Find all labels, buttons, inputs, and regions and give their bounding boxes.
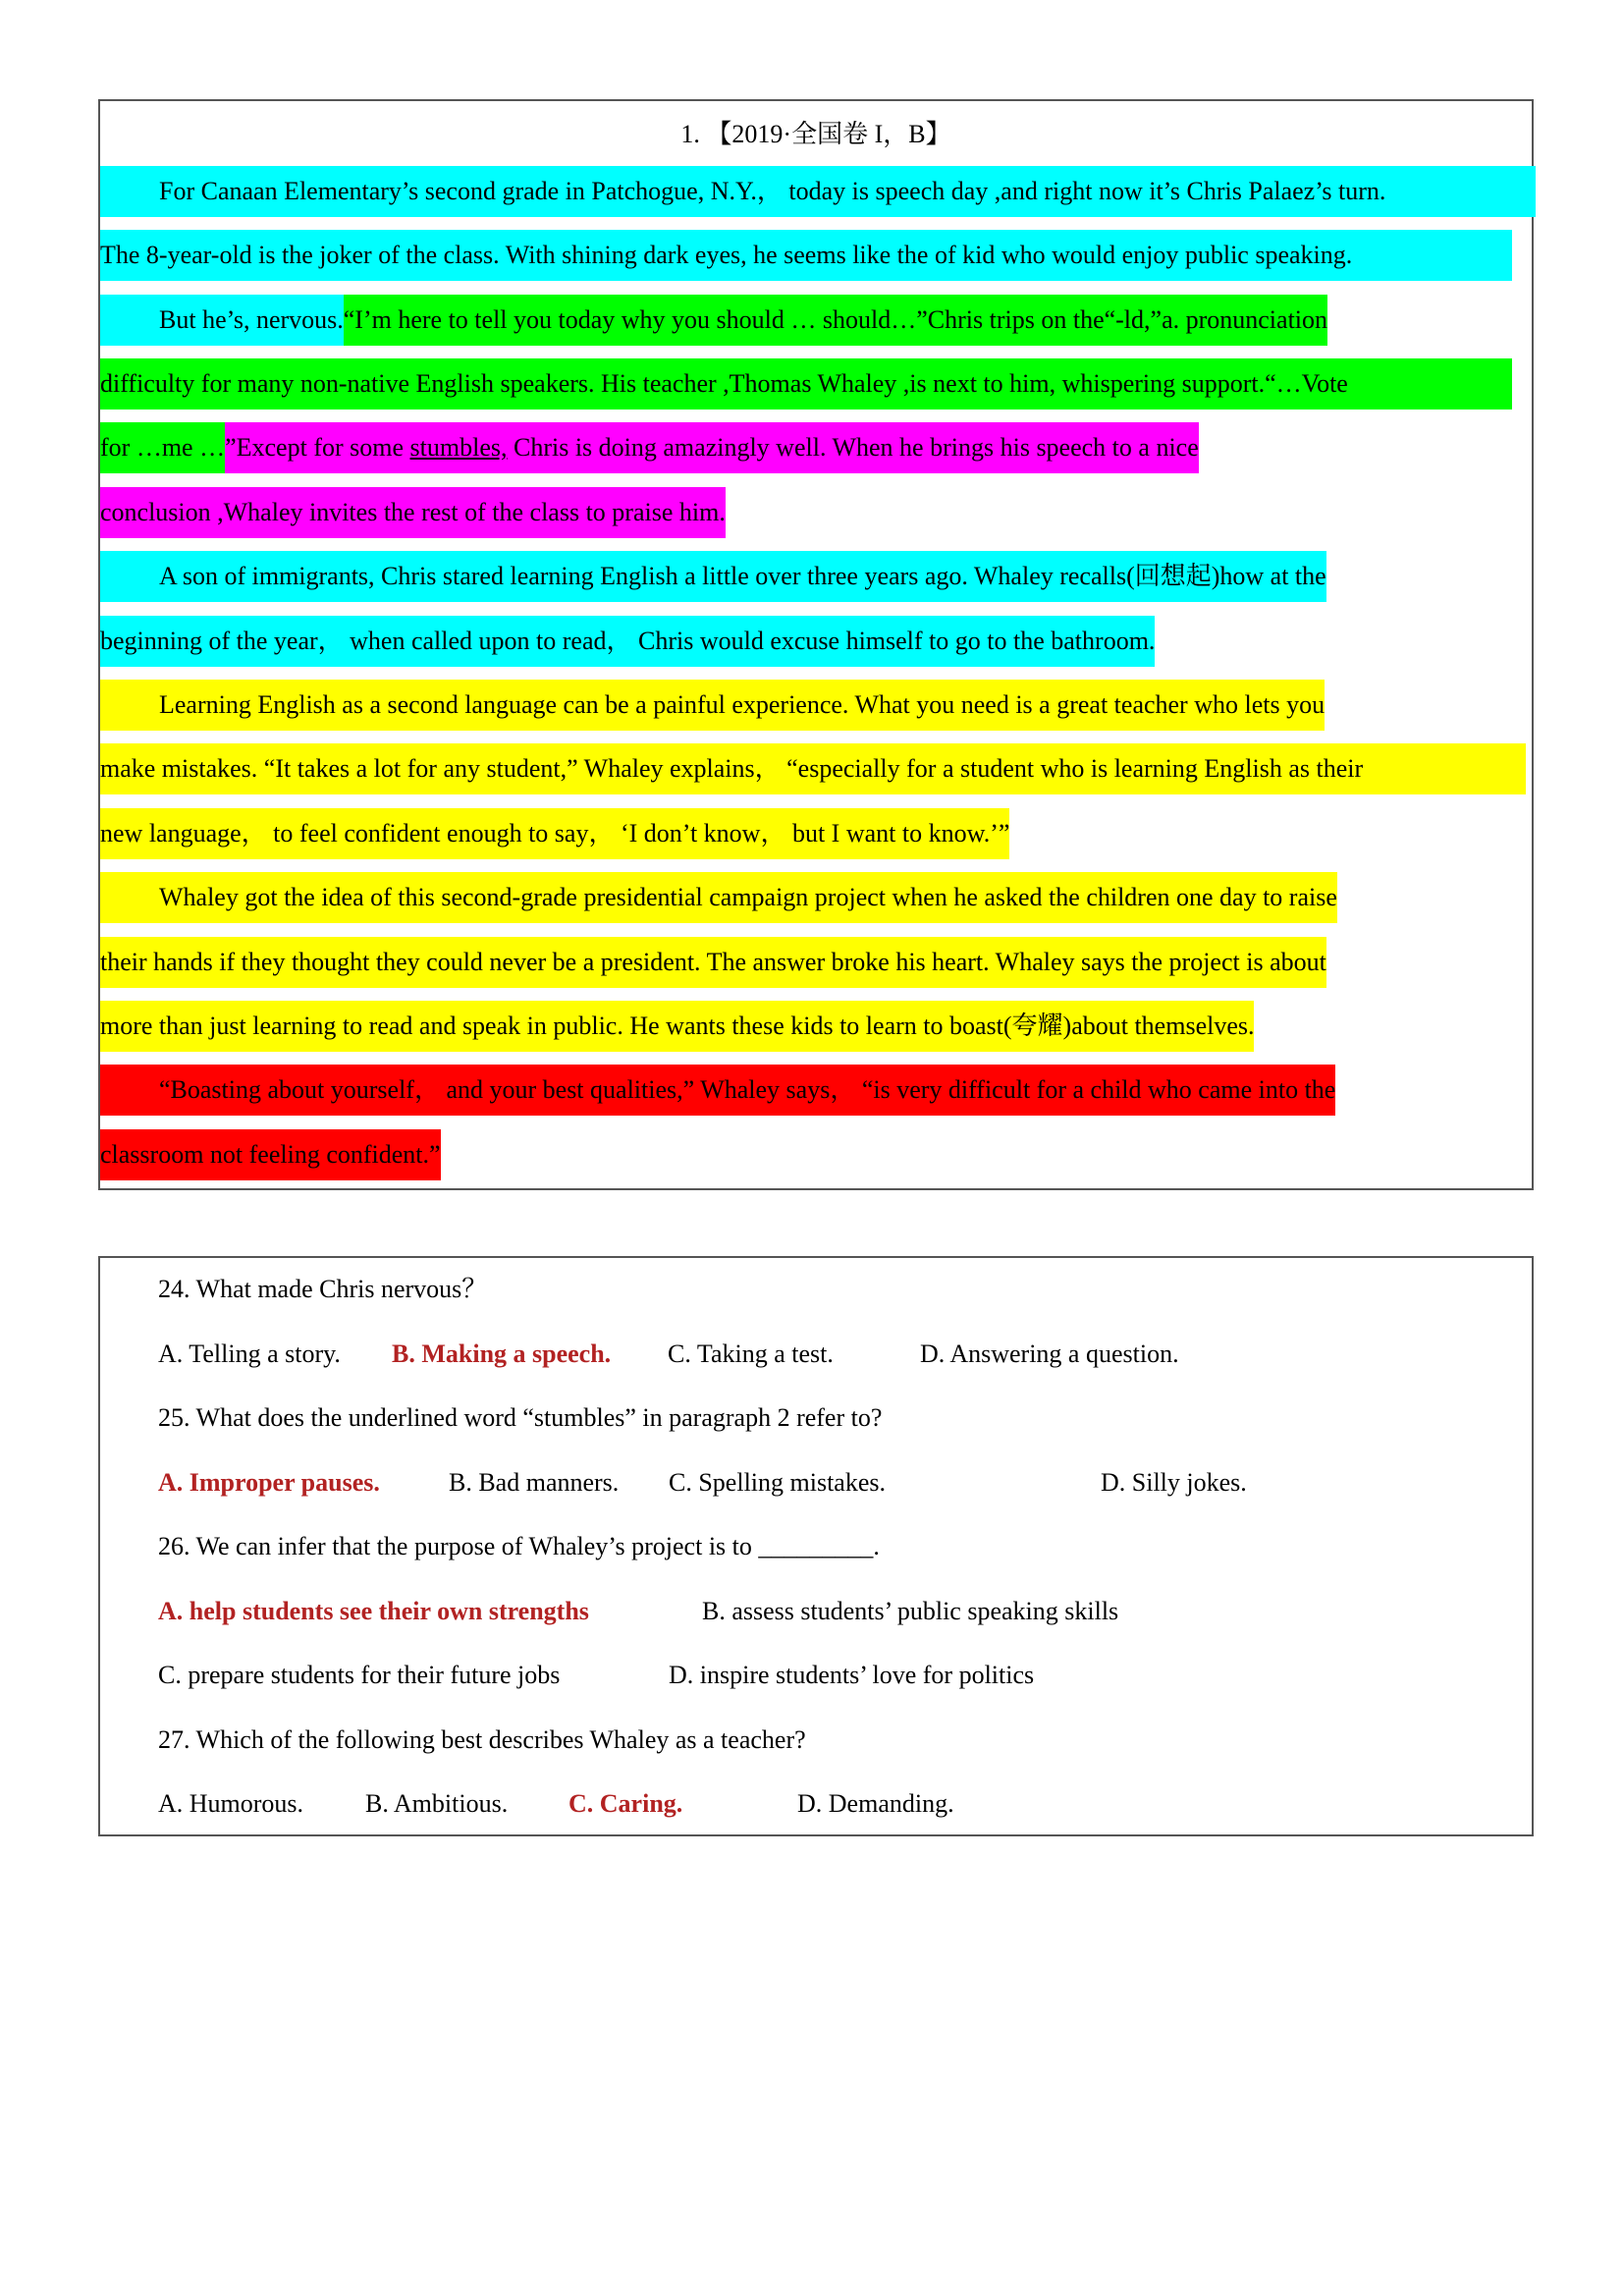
paragraph-2-except-text xyxy=(225,422,1199,473)
paragraph-3-line-1: A son of immigrants, Chris stared learning English a little over three years ago. Whaley recalls(回想起)how at the xyxy=(100,551,1326,602)
paragraph-1-line-1: For Canaan Elementary’s second grade in Patchogue, N.Y.， today is speech day ,and right now it’s Chris Palaez’s turn. xyxy=(100,166,1536,217)
paragraph-3-line-2: beginning of the year， when called upon to read， Chris would excuse himself to go to the bathroom. xyxy=(100,616,1155,667)
question-25-option-a: A. Improper pauses. xyxy=(158,1468,380,1497)
question-26-option-b: B. assess students’ public speaking skills xyxy=(702,1597,1119,1625)
question-26-stem: 26. We can infer that the purpose of Whaley’s project is to _________. xyxy=(158,1532,880,1560)
question-25-option-b: B. Bad manners. xyxy=(449,1468,620,1497)
paragraph-1-line-2: The 8-year-old is the joker of the class. With shining dark eyes, he seems like the of kid who would enjoy public speaking. xyxy=(100,230,1512,281)
questions-box xyxy=(98,1256,1534,1836)
question-27-stem: 27. Which of the following best describes Whaley as a teacher? xyxy=(158,1725,806,1754)
paragraph-6-line-2: classroom not feeling confident.” xyxy=(100,1129,441,1180)
question-25-option-c: C. Spelling mistakes. xyxy=(669,1468,886,1497)
question-24-option-b: B. Making a speech. xyxy=(392,1339,612,1368)
paragraph-4-line-3: new language， to feel confident enough to say， ‘I don’t know， but I want to know.’” xyxy=(100,808,1009,859)
except-suffix: Chris is doing amazingly well. When he brings his speech to a nice xyxy=(507,433,1199,462)
paragraph-2-line-2: difficulty for many non-native English speakers. His teacher ,Thomas Whaley ,is next to him, whispering support.“…Vote xyxy=(100,358,1512,410)
question-26-option-d: D. inspire students’ love for politics xyxy=(669,1661,1035,1689)
paragraph-6-line-1: “Boasting about yourself， and your best qualities,” Whaley says， “is very difficult for a child who came into the xyxy=(100,1065,1335,1116)
question-25-option-d: D. Silly jokes. xyxy=(1101,1468,1247,1497)
question-26-option-c: C. prepare students for their future jobs xyxy=(158,1661,561,1689)
paragraph-5-line-1: Whaley got the idea of this second-grade presidential campaign project when he asked the children one day to raise xyxy=(100,872,1337,923)
paragraph-5-line-2: their hands if they thought they could never be a president. The answer broke his heart. Whaley says the project is about xyxy=(100,937,1326,988)
except-prefix: ”Except for some xyxy=(225,433,410,462)
paragraph-2-speech-quote: “I’m here to tell you today why you should … should…”Chris trips on the“-ld,”a. pronunciation xyxy=(344,295,1327,346)
paragraph-5-line-3: more than just learning to read and speak in public. He wants these kids to learn to boast(夸耀)about themselves. xyxy=(100,1001,1254,1052)
question-27-option-a: A. Humorous. xyxy=(158,1789,304,1818)
question-24-option-c: C. Taking a test. xyxy=(668,1339,834,1368)
passage-title: 1. 【2019·全国卷 I，B】 xyxy=(680,120,951,148)
underlined-word-stumbles: stumbles, xyxy=(409,433,508,462)
passage-box xyxy=(98,99,1534,1190)
question-27-option-c: C. Caring. xyxy=(568,1789,683,1818)
question-27-option-d: D. Demanding. xyxy=(797,1789,954,1818)
question-24-option-d: D. Answering a question. xyxy=(920,1339,1179,1368)
paragraph-2-line-1 xyxy=(100,295,1327,346)
question-24-option-a: A. Telling a story. xyxy=(158,1339,341,1368)
paragraph-2-nervous-text: But he’s, nervous. xyxy=(100,295,344,346)
question-27-option-b: B. Ambitious. xyxy=(365,1789,509,1818)
paragraph-2-line-3 xyxy=(100,422,1199,473)
question-25-stem: 25. What does the underlined word “stumbles” in paragraph 2 refer to? xyxy=(158,1403,883,1432)
paragraph-4-line-1: Learning English as a second language can be a painful experience. What you need is a great teacher who lets you xyxy=(100,680,1325,731)
question-24-stem: 24. What made Chris nervous？ xyxy=(158,1275,488,1303)
paragraph-2-line-4: conclusion ,Whaley invites the rest of the class to praise him. xyxy=(100,487,726,538)
paragraph-4-line-2: make mistakes. “It takes a lot for any student,” Whaley explains， “especially for a student who is learning English as their xyxy=(100,743,1526,794)
question-26-option-a: A. help students see their own strengths xyxy=(158,1597,589,1625)
paragraph-2-vote-text: for …me … xyxy=(100,422,225,473)
